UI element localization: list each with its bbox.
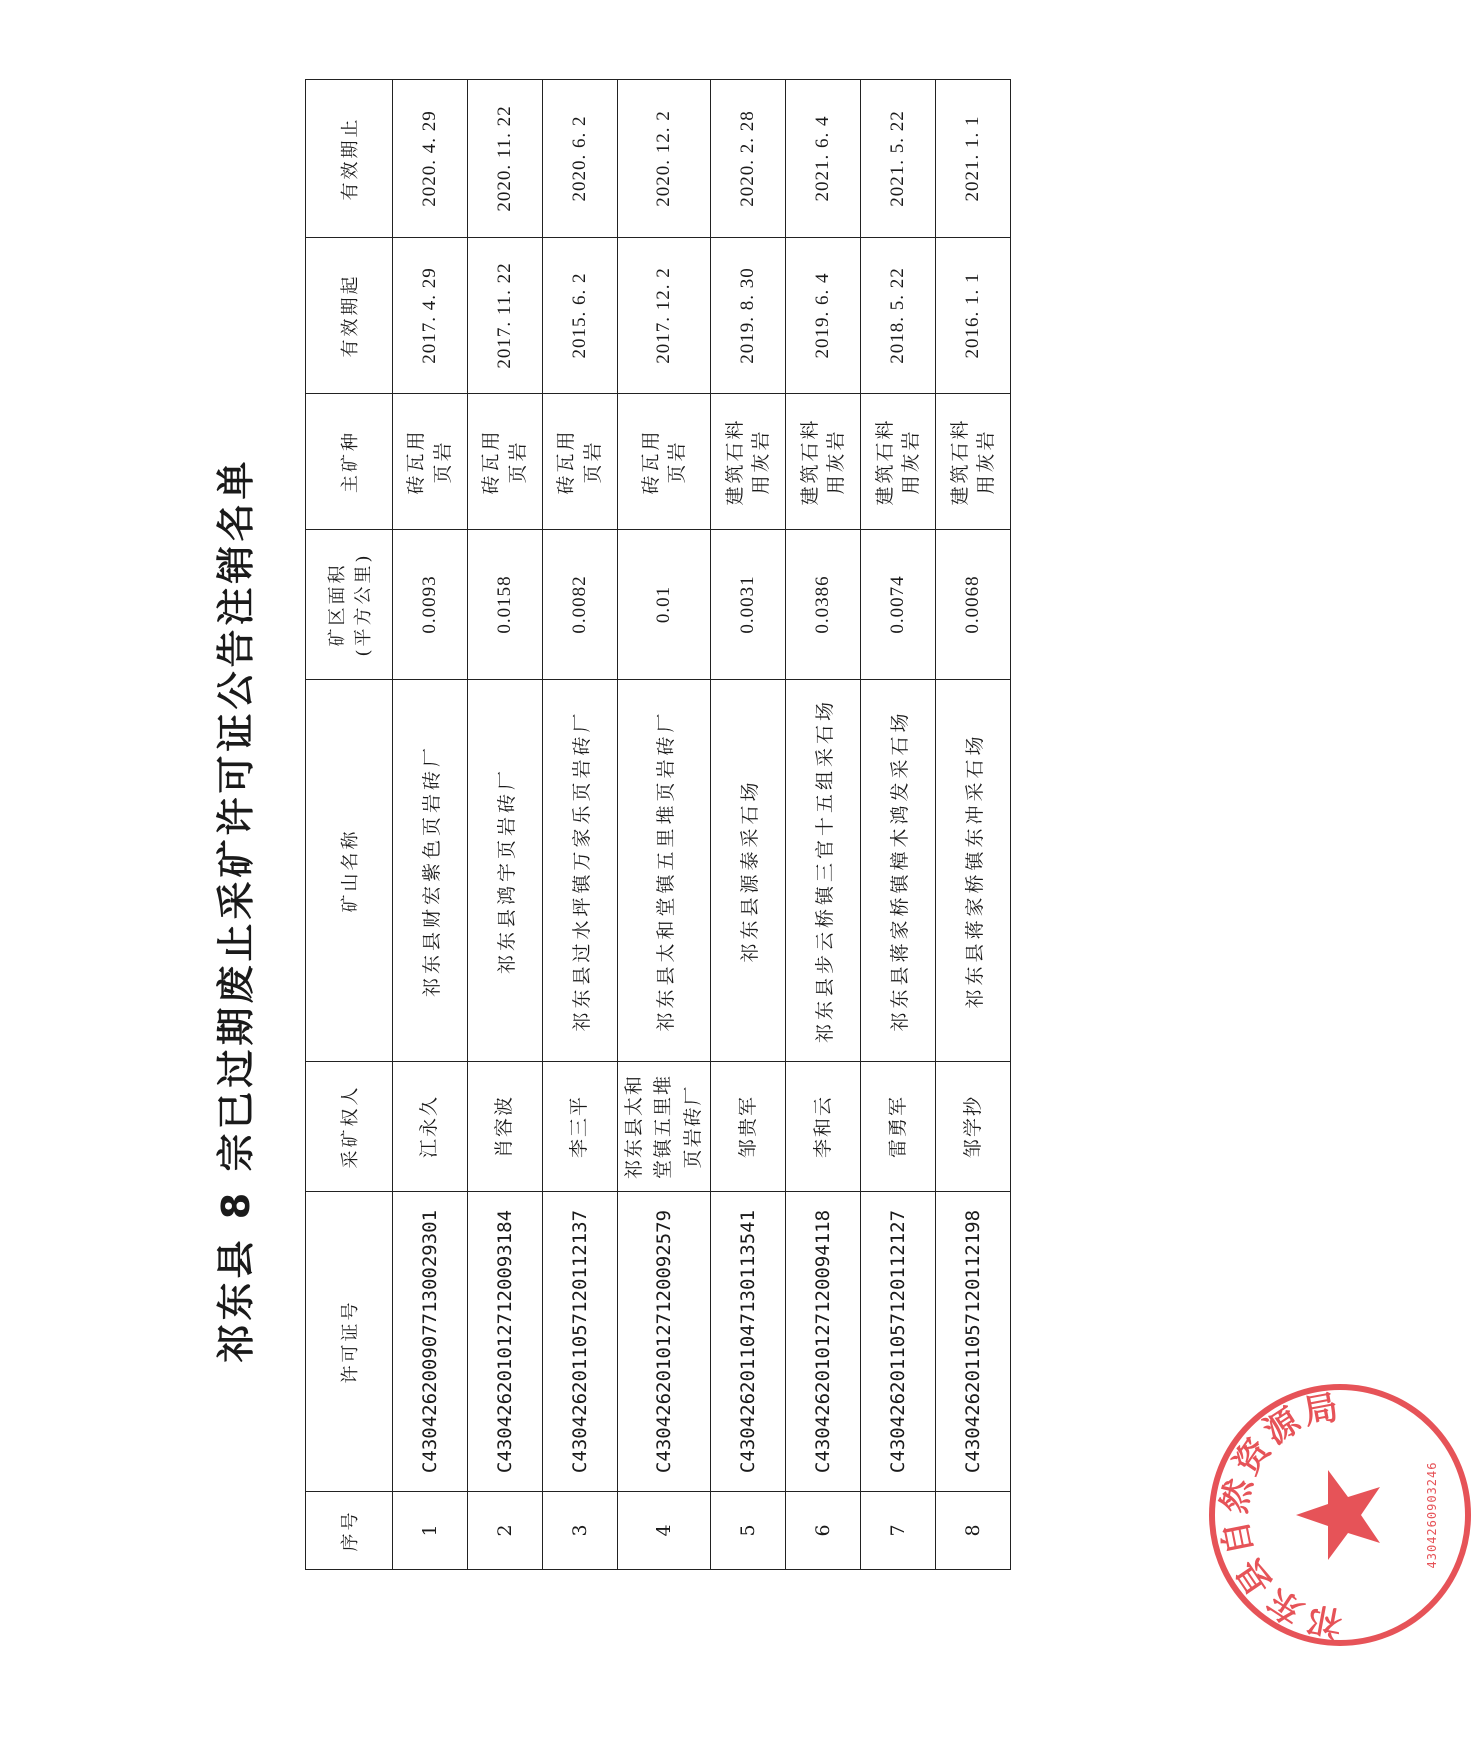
mineral-line: 页岩 [432, 439, 454, 484]
cell-holder: 邹学抄 [936, 1062, 1011, 1192]
table-row [618, 80, 711, 1570]
cell-mine: 祁东县过水坪镇万家乐页岩砖厂 [543, 680, 618, 1062]
header-area-line2: (平方公里) [353, 552, 374, 657]
permit-table [305, 79, 1011, 1570]
official-seal [1200, 1375, 1480, 1655]
cell-holder: 江永久 [393, 1062, 468, 1192]
table-row [711, 80, 786, 1570]
header-mine: 矿山名称 [306, 680, 393, 1062]
cell-mineral [711, 394, 786, 530]
header-mineral: 主矿种 [306, 394, 393, 530]
cell-mineral [393, 394, 468, 530]
header-holder: 采矿权人 [306, 1062, 393, 1192]
mineral-line: 建筑石料 [798, 417, 821, 506]
cell-holder: 雷勇军 [861, 1062, 936, 1192]
cell-end: 2021. 5. 22 [861, 80, 936, 238]
table-header-row [306, 80, 393, 1570]
svg-text:祁东县自然资源局: 祁东县自然资源局 [1214, 1386, 1346, 1644]
cell-area: 0.0068 [936, 530, 1011, 680]
cell-mine: 祁东县鸿宇页岩砖厂 [468, 680, 543, 1062]
mineral-line: 建筑石料 [873, 417, 896, 506]
cell-permit: C4304262011057120112137 [543, 1192, 618, 1492]
cell-area: 0.01 [618, 530, 711, 680]
mineral-line: 页岩 [507, 439, 529, 484]
cell-end: 2020. 4. 29 [393, 80, 468, 238]
header-permit: 许可证号 [306, 1192, 393, 1492]
cell-permit: C4304262010127120092579 [618, 1192, 711, 1492]
cell-holder: 李和云 [786, 1062, 861, 1192]
seal-star-icon [1296, 1470, 1380, 1560]
mineral-line: 页岩 [666, 439, 689, 484]
cell-end: 2020. 2. 28 [711, 80, 786, 238]
cell-no: 6 [786, 1492, 861, 1570]
mineral-line: 砖瓦用 [480, 428, 503, 495]
cell-holder: 祁东县太和堂镇五里堆页岩砖厂 [618, 1062, 711, 1192]
cell-area: 0.0093 [393, 530, 468, 680]
cell-area: 0.0158 [468, 530, 543, 680]
table-row [936, 80, 1011, 1570]
table-row [543, 80, 618, 1570]
cell-mine: 祁东县蒋家桥镇东冲采石场 [936, 680, 1011, 1062]
cell-start: 2019. 8. 30 [711, 238, 786, 394]
cell-area: 0.0031 [711, 530, 786, 680]
mineral-line: 用灰岩 [900, 428, 923, 495]
cell-mineral [936, 394, 1011, 530]
mineral-line: 砖瓦用 [639, 428, 662, 495]
cell-mine: 祁东县太和堂镇五里堆页岩砖厂 [618, 680, 711, 1062]
mineral-line: 用灰岩 [750, 428, 773, 495]
table-row [468, 80, 543, 1570]
cell-end: 2020. 6. 2 [543, 80, 618, 238]
cell-mineral [861, 394, 936, 530]
cell-mineral [543, 394, 618, 530]
mineral-line: 建筑石料 [948, 417, 971, 506]
table-body [393, 80, 1011, 1570]
cell-permit: C4304262011047130113541 [711, 1192, 786, 1492]
cell-mine: 祁东县源泰采石场 [711, 680, 786, 1062]
cell-permit: C4304262010127120094118 [786, 1192, 861, 1492]
cell-end: 2021. 6. 4 [786, 80, 861, 238]
cell-no: 2 [468, 1492, 543, 1570]
cell-start: 2019. 6. 4 [786, 238, 861, 394]
table-row [861, 80, 936, 1570]
cell-mineral [786, 394, 861, 530]
cell-mine: 祁东县蒋家桥镇樟木鸿发采石场 [861, 680, 936, 1062]
mineral-line: 建筑石料 [723, 417, 746, 506]
mineral-line: 砖瓦用 [405, 428, 428, 495]
cell-mineral [468, 394, 543, 530]
cell-permit: C4304262011057120112127 [861, 1192, 936, 1492]
header-no: 序号 [306, 1492, 393, 1570]
cell-holder: 李三平 [543, 1062, 618, 1192]
document-title: 祁东县 8 宗已过期废止采矿许可证公告注销名单 [214, 457, 258, 1363]
cell-permit: C4304262011057120112198 [936, 1192, 1011, 1492]
cell-end: 2020. 11. 22 [468, 80, 543, 238]
cell-no: 3 [543, 1492, 618, 1570]
cell-area: 0.0386 [786, 530, 861, 680]
table-row [393, 80, 468, 1570]
cell-no: 4 [618, 1492, 711, 1570]
cell-start: 2018. 5. 22 [861, 238, 936, 394]
header-area-line1: 矿区面积 [327, 562, 348, 647]
cell-mine: 祁东县财宏紫色页岩砖厂 [393, 680, 468, 1062]
header-area [306, 530, 393, 680]
cell-area: 0.0082 [543, 530, 618, 680]
cell-holder: 肖容波 [468, 1062, 543, 1192]
cell-start: 2017. 11. 22 [468, 238, 543, 394]
cell-no: 5 [711, 1492, 786, 1570]
mineral-line: 砖瓦用 [555, 428, 578, 495]
cell-mineral [618, 394, 711, 530]
cell-holder: 邹贵军 [711, 1062, 786, 1192]
cell-end: 2021. 1. 1 [936, 80, 1011, 238]
cell-start: 2015. 6. 2 [543, 238, 618, 394]
cell-permit: C4304262009077130029301 [393, 1192, 468, 1492]
cell-permit: C4304262010127120093184 [468, 1192, 543, 1492]
mineral-line: 页岩 [582, 439, 604, 484]
table-row [786, 80, 861, 1570]
mineral-line: 用灰岩 [825, 428, 848, 495]
cell-end: 2020. 12. 2 [618, 80, 711, 238]
mineral-line: 用灰岩 [975, 428, 998, 495]
svg-text:4304260903246: 4304260903246 [1425, 1461, 1439, 1569]
cell-area: 0.0074 [861, 530, 936, 680]
cell-mine: 祁东县步云桥镇三官十五组采石场 [786, 680, 861, 1062]
cell-start: 2017. 4. 29 [393, 238, 468, 394]
cell-no: 8 [936, 1492, 1011, 1570]
cell-start: 2016. 1. 1 [936, 238, 1011, 394]
header-end: 有效期止 [306, 80, 393, 238]
header-start: 有效期起 [306, 238, 393, 394]
cell-no: 7 [861, 1492, 936, 1570]
cell-no: 1 [393, 1492, 468, 1570]
cell-start: 2017. 12. 2 [618, 238, 711, 394]
